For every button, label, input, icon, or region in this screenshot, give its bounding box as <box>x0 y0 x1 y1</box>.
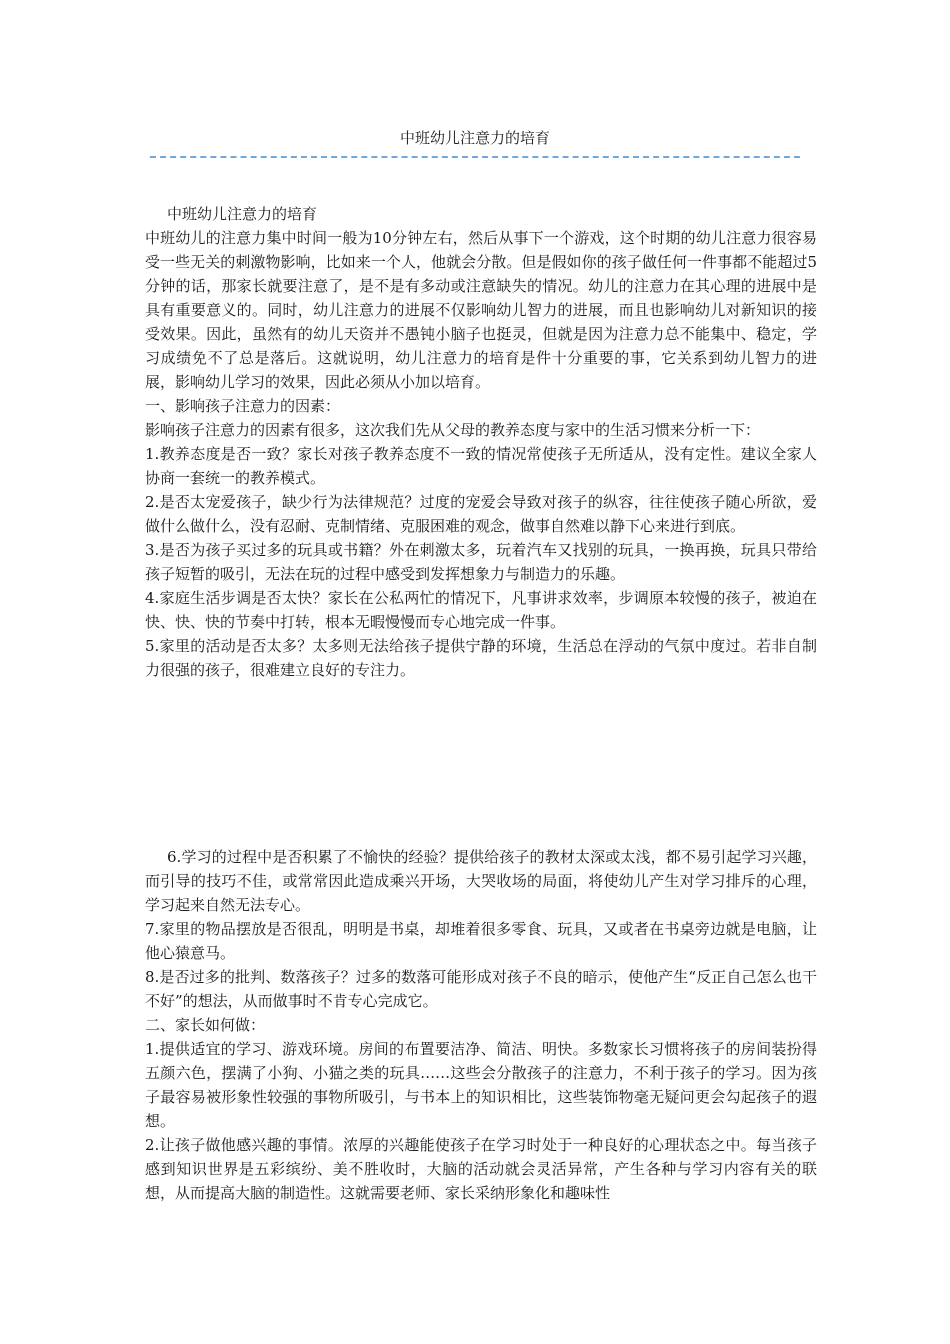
factor-item-6: 6.学习的过程中是否积累了不愉快的经验？提供给孩子的教材太深或太浅，都不易引起学习兴趣，而引导的技巧不佳，或常常因此造成乘兴开场，大哭收场的局面，将使幼儿产生对学习排斥的心理，学习起来自然无法专心。 <box>145 848 817 914</box>
parent-tip-1: 1.提供适宜的学习、游戏环境。房间的布置要洁净、简洁、明快。多数家长习惯将孩子的房间装扮得五颜六色，摆满了小狗、小猫之类的玩具……这些会分散孩子的注意力，不利于孩子的学习。因为孩子最容易被形象性较强的事物所吸引，与书本上的知识相比，这些装饰物毫无疑问更会勾起孩子的遐想。 <box>145 1040 817 1130</box>
heading-paragraph: 中班幼儿注意力的培育 <box>167 205 318 223</box>
factor-item-5: 5.家里的活动是否太多？太多则无法给孩子提供宁静的环境，生活总在浮动的气氛中度过。若非自制力很强的孩子，很难建立良好的专注力。 <box>145 637 817 679</box>
document-title: 中班幼儿注意力的培育 <box>399 129 550 147</box>
parent-tip-2: 2.让孩子做他感兴趣的事情。浓厚的兴趣能使孩子在学习时处于一种良好的心理状态之中。每当孩子感到知识世界是五彩缤纷、美不胜收时，大脑的活动就会灵活异常，产生各种与学习内容有关的联想，从而提高大脑的制造性。这就需要老师、家长采纳形象化和趣味性 <box>145 1136 817 1202</box>
section-heading-parents: 二、家长如何做： <box>145 1016 266 1034</box>
factor-item-3: 3.是否为孩子买过多的玩具或书籍？外在刺激太多，玩着汽车又找别的玩具，一换再换，玩具只带给孩子短暂的吸引，无法在玩的过程中感受到发挥想象力与制造力的乐趣。 <box>145 541 817 583</box>
factors-intro-paragraph: 影响孩子注意力的因素有很多，这次我们先从父母的教养态度与家中的生活习惯来分析一下： <box>145 421 761 439</box>
factor-item-8: 8.是否过多的批判、数落孩子？过多的数落可能形成对孩子不良的暗示，使他产生“反正自己怎么也干不好”的想法，从而做事时不肯专心完成它。 <box>145 968 817 1010</box>
body-section-2 <box>145 845 817 1205</box>
intro-paragraph: 中班幼儿的注意力集中时间一般为10分钟左右，然后从事下一个游戏，这个时期的幼儿注意力很容易受一些无关的刺激物影响，比如来一个人，他就会分散。但是假如你的孩子做任何一件事都不能超过5分钟的话，那家长就要注意了，是不是有多动或注意缺失的情况。幼儿的注意力在其心理的进展中是具有重要意义的。同时，幼儿注意力的进展不仅影响幼儿智力的进展，而且也影响幼儿对新知识的接受效果。因此，虽然有的幼儿天资并不愚钝小脑子也挺灵，但就是因为注意力总不能集中、稳定，学习成绩免不了总是落后。这就说明，幼儿注意力的培育是件十分重要的事，它关系到幼儿智力的进展，影响幼儿学习的效果，因此必须从小加以培育。 <box>145 229 817 391</box>
section-heading-factors: 一、影响孩子注意力的因素： <box>145 397 341 415</box>
title-divider <box>150 156 800 158</box>
factor-item-2: 2.是否太宠爱孩子，缺少行为法律规范？过度的宠爱会导致对孩子的纵容，往往使孩子随心所欲，爱做什么做什么，没有忍耐、克制情绪、克服困难的观念，做事自然难以静下心来进行到底。 <box>145 493 817 535</box>
factor-item-7: 7.家里的物品摆放是否很乱，明明是书桌，却堆着很多零食、玩具，又或者在书桌旁边就是电脑，让他心猿意马。 <box>145 920 817 962</box>
factor-item-1: 1.教养态度是否一致？家长对孩子教养态度不一致的情况常使孩子无所适从，没有定性。建议全家人协商一套统一的教养模式。 <box>145 445 817 487</box>
factor-item-4: 4.家庭生活步调是否太快？家长在公私两忙的情况下，凡事讲求效率，步调原本较慢的孩子，被迫在快、快、快的节奏中打转，根本无暇慢慢而专心地完成一件事。 <box>145 589 817 631</box>
body-section-1 <box>145 202 817 682</box>
